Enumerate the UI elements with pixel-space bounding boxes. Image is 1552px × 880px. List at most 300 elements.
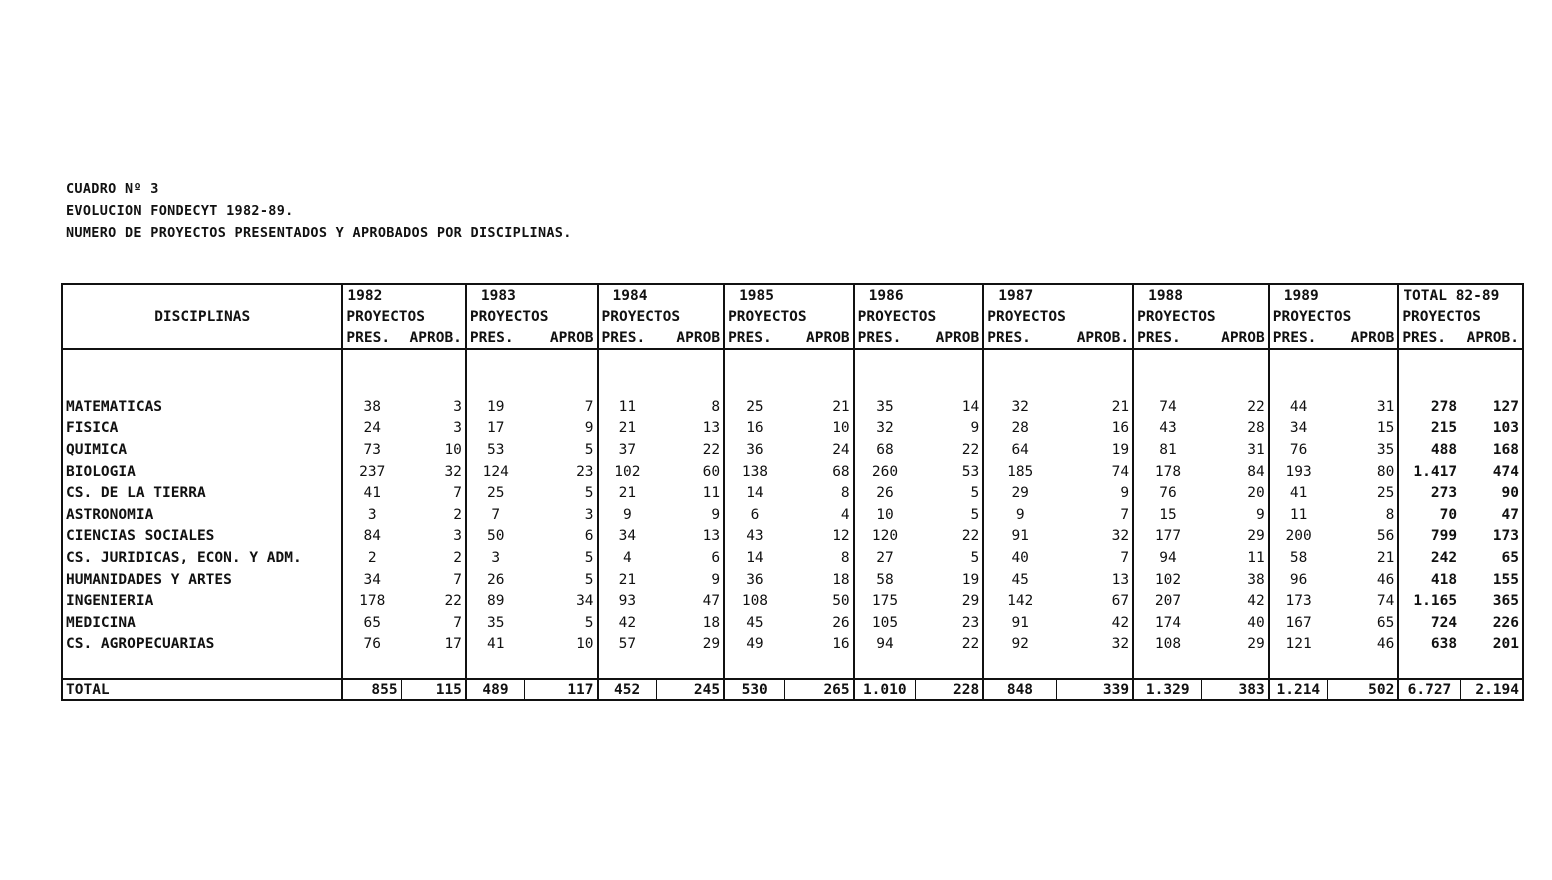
table-row xyxy=(62,396,1523,418)
presented-value: 41 xyxy=(466,634,525,656)
presented-value: 200 xyxy=(1269,526,1328,548)
presented-value: 43 xyxy=(1133,418,1202,440)
approved-value: 7 xyxy=(1056,504,1133,526)
spacer-cell xyxy=(1133,349,1202,396)
approved-value: 40 xyxy=(1202,612,1269,634)
approved-value: 6 xyxy=(525,526,598,548)
presented-value: 73 xyxy=(342,439,401,461)
pres-header: PRES. xyxy=(1133,327,1202,349)
approved-value: 90 xyxy=(1460,482,1523,504)
approved-value: 21 xyxy=(1056,396,1133,418)
total-approved: 502 xyxy=(1327,679,1398,700)
presented-value: 174 xyxy=(1133,612,1202,634)
spacer-cell xyxy=(915,655,983,679)
spacer-cell xyxy=(915,349,983,396)
approved-value: 365 xyxy=(1460,590,1523,612)
discipline-name: FISICA xyxy=(62,418,342,440)
presented-value: 1.417 xyxy=(1398,461,1460,483)
spacer-cell xyxy=(724,349,785,396)
proyectos-header: PROYECTOS xyxy=(598,306,725,327)
presented-value: 76 xyxy=(1269,439,1328,461)
year-header: 1989 xyxy=(1269,284,1399,306)
total-approved: 2.194 xyxy=(1460,679,1523,700)
spacer-cell xyxy=(1269,655,1328,679)
approved-value: 226 xyxy=(1460,612,1523,634)
approved-value: 155 xyxy=(1460,569,1523,591)
presented-value: 10 xyxy=(854,504,916,526)
presented-value: 178 xyxy=(342,590,401,612)
approved-value: 22 xyxy=(915,634,983,656)
aprob-header: APROB xyxy=(1202,327,1269,349)
aprob-header: APROB xyxy=(525,327,598,349)
approved-value: 3 xyxy=(401,418,466,440)
presented-value: 185 xyxy=(983,461,1056,483)
spacer-cell xyxy=(62,349,342,396)
discipline-name: MEDICINA xyxy=(62,612,342,634)
total-approved: 245 xyxy=(656,679,724,700)
presented-value: 488 xyxy=(1398,439,1460,461)
approved-value: 74 xyxy=(1327,590,1398,612)
spacer-cell xyxy=(854,349,916,396)
approved-value: 16 xyxy=(1056,418,1133,440)
approved-value: 60 xyxy=(656,461,724,483)
approved-value: 26 xyxy=(785,612,854,634)
table-row xyxy=(62,612,1523,634)
approved-value: 9 xyxy=(1202,504,1269,526)
spacer-cell xyxy=(598,655,657,679)
aprob-header: APROB xyxy=(785,327,854,349)
aprob-header: APROB. xyxy=(1460,327,1523,349)
spacer-cell xyxy=(785,349,854,396)
presented-value: 21 xyxy=(598,482,657,504)
presented-value: 91 xyxy=(983,612,1056,634)
presented-value: 34 xyxy=(1269,418,1328,440)
presented-value: 418 xyxy=(1398,569,1460,591)
approved-value: 53 xyxy=(915,461,983,483)
approved-value: 67 xyxy=(1056,590,1133,612)
presented-value: 57 xyxy=(598,634,657,656)
presented-value: 40 xyxy=(983,547,1056,569)
approved-value: 74 xyxy=(1056,461,1133,483)
presented-value: 4 xyxy=(598,547,657,569)
approved-value: 42 xyxy=(1202,590,1269,612)
proyectos-header: PROYECTOS xyxy=(1398,306,1523,327)
year-header: 1988 xyxy=(1133,284,1269,306)
presented-value: 35 xyxy=(466,612,525,634)
spacer-cell xyxy=(983,349,1056,396)
approved-value: 7 xyxy=(525,396,598,418)
approved-value: 17 xyxy=(401,634,466,656)
approved-value: 65 xyxy=(1460,547,1523,569)
total-label: TOTAL xyxy=(62,679,342,700)
approved-value: 168 xyxy=(1460,439,1523,461)
approved-value: 7 xyxy=(401,569,466,591)
presented-value: 105 xyxy=(854,612,916,634)
proyectos-header: PROYECTOS xyxy=(342,306,466,327)
spacer-cell xyxy=(1133,655,1202,679)
approved-value: 5 xyxy=(525,612,598,634)
discipline-name: CS. DE LA TIERRA xyxy=(62,482,342,504)
presented-value: 173 xyxy=(1269,590,1328,612)
spacer-cell xyxy=(466,655,525,679)
presented-value: 34 xyxy=(342,569,401,591)
presented-value: 84 xyxy=(342,526,401,548)
presented-value: 237 xyxy=(342,461,401,483)
table-row xyxy=(62,569,1523,591)
disciplines-header: DISCIPLINAS xyxy=(62,284,342,349)
total-approved: 265 xyxy=(785,679,854,700)
presented-value: 19 xyxy=(466,396,525,418)
approved-value: 6 xyxy=(656,547,724,569)
approved-value: 3 xyxy=(401,396,466,418)
year-header: 1986 xyxy=(854,284,984,306)
presented-value: 44 xyxy=(1269,396,1328,418)
presented-value: 76 xyxy=(342,634,401,656)
presented-value: 11 xyxy=(598,396,657,418)
table-row xyxy=(62,482,1523,504)
caption-line-2: EVOLUCION FONDECYT 1982-89. xyxy=(66,203,294,219)
spacer-cell xyxy=(525,349,598,396)
approved-value: 103 xyxy=(1460,418,1523,440)
presented-value: 9 xyxy=(598,504,657,526)
approved-value: 10 xyxy=(525,634,598,656)
presented-value: 38 xyxy=(342,396,401,418)
spacer-cell xyxy=(62,655,342,679)
approved-value: 23 xyxy=(915,612,983,634)
approved-value: 10 xyxy=(785,418,854,440)
spacer-cell xyxy=(656,655,724,679)
approved-value: 15 xyxy=(1327,418,1398,440)
presented-value: 273 xyxy=(1398,482,1460,504)
total-presented: 489 xyxy=(466,679,525,700)
discipline-name: INGENIERIA xyxy=(62,590,342,612)
presented-value: 76 xyxy=(1133,482,1202,504)
approved-value: 21 xyxy=(1327,547,1398,569)
approved-value: 127 xyxy=(1460,396,1523,418)
spacer-cell xyxy=(1460,655,1523,679)
approved-value: 5 xyxy=(915,482,983,504)
pres-header: PRES. xyxy=(1269,327,1328,349)
approved-value: 29 xyxy=(656,634,724,656)
presented-value: 81 xyxy=(1133,439,1202,461)
table-row xyxy=(62,439,1523,461)
discipline-name: QUIMICA xyxy=(62,439,342,461)
approved-value: 20 xyxy=(1202,482,1269,504)
total-presented: 848 xyxy=(983,679,1056,700)
presented-value: 3 xyxy=(342,504,401,526)
spacer-cell xyxy=(401,655,466,679)
approved-value: 7 xyxy=(401,482,466,504)
approved-value: 31 xyxy=(1327,396,1398,418)
year-header: 1982 xyxy=(342,284,466,306)
discipline-name: HUMANIDADES Y ARTES xyxy=(62,569,342,591)
pres-header: PRES. xyxy=(854,327,916,349)
approved-value: 29 xyxy=(1202,634,1269,656)
approved-value: 5 xyxy=(525,482,598,504)
approved-value: 4 xyxy=(785,504,854,526)
spacer-cell xyxy=(1269,349,1328,396)
presented-value: 26 xyxy=(466,569,525,591)
approved-value: 68 xyxy=(785,461,854,483)
presented-value: 45 xyxy=(724,612,785,634)
presented-value: 724 xyxy=(1398,612,1460,634)
approved-value: 47 xyxy=(656,590,724,612)
aprob-header: APROB xyxy=(915,327,983,349)
presented-value: 138 xyxy=(724,461,785,483)
approved-value: 474 xyxy=(1460,461,1523,483)
presented-value: 29 xyxy=(983,482,1056,504)
approved-value: 65 xyxy=(1327,612,1398,634)
presented-value: 167 xyxy=(1269,612,1328,634)
presented-value: 108 xyxy=(1133,634,1202,656)
total-presented: 6.727 xyxy=(1398,679,1460,700)
presented-value: 1.165 xyxy=(1398,590,1460,612)
approved-value: 46 xyxy=(1327,634,1398,656)
presented-value: 91 xyxy=(983,526,1056,548)
spacer-cell xyxy=(1460,349,1523,396)
discipline-name: BIOLOGIA xyxy=(62,461,342,483)
aprob-header: APROB xyxy=(656,327,724,349)
spacer-cell xyxy=(342,655,401,679)
presented-value: 94 xyxy=(854,634,916,656)
pres-header: PRES. xyxy=(983,327,1056,349)
presented-value: 242 xyxy=(1398,547,1460,569)
presented-value: 70 xyxy=(1398,504,1460,526)
discipline-name: MATEMATICAS xyxy=(62,396,342,418)
approved-value: 23 xyxy=(525,461,598,483)
approved-value: 5 xyxy=(915,504,983,526)
approved-value: 5 xyxy=(525,569,598,591)
total-approved: 115 xyxy=(401,679,466,700)
total-approved: 383 xyxy=(1202,679,1269,700)
approved-value: 29 xyxy=(1202,526,1269,548)
spacer-cell xyxy=(525,655,598,679)
approved-value: 80 xyxy=(1327,461,1398,483)
presented-value: 25 xyxy=(724,396,785,418)
presented-value: 64 xyxy=(983,439,1056,461)
approved-value: 9 xyxy=(1056,482,1133,504)
approved-value: 3 xyxy=(525,504,598,526)
presented-value: 178 xyxy=(1133,461,1202,483)
presented-value: 11 xyxy=(1269,504,1328,526)
aprob-header: APROB. xyxy=(401,327,466,349)
disciplines-table xyxy=(61,283,1524,701)
presented-value: 638 xyxy=(1398,634,1460,656)
aprob-header: APROB xyxy=(1327,327,1398,349)
presented-value: 3 xyxy=(466,547,525,569)
approved-value: 13 xyxy=(656,526,724,548)
spacer-cell xyxy=(656,349,724,396)
presented-value: 215 xyxy=(1398,418,1460,440)
presented-value: 175 xyxy=(854,590,916,612)
total-approved: 117 xyxy=(525,679,598,700)
approved-value: 9 xyxy=(656,504,724,526)
approved-value: 12 xyxy=(785,526,854,548)
approved-value: 32 xyxy=(1056,526,1133,548)
approved-value: 56 xyxy=(1327,526,1398,548)
spacer-cell xyxy=(1056,655,1133,679)
presented-value: 53 xyxy=(466,439,525,461)
presented-value: 89 xyxy=(466,590,525,612)
presented-value: 15 xyxy=(1133,504,1202,526)
approved-value: 42 xyxy=(1056,612,1133,634)
approved-value: 13 xyxy=(1056,569,1133,591)
approved-value: 11 xyxy=(1202,547,1269,569)
proyectos-header: PROYECTOS xyxy=(1269,306,1399,327)
presented-value: 207 xyxy=(1133,590,1202,612)
discipline-name: ASTRONOMIA xyxy=(62,504,342,526)
spacer-cell xyxy=(724,655,785,679)
pres-header: PRES. xyxy=(466,327,525,349)
presented-value: 120 xyxy=(854,526,916,548)
table-row xyxy=(62,461,1523,483)
presented-value: 35 xyxy=(854,396,916,418)
proyectos-header: PROYECTOS xyxy=(983,306,1133,327)
presented-value: 68 xyxy=(854,439,916,461)
proyectos-header: PROYECTOS xyxy=(466,306,598,327)
approved-value: 32 xyxy=(1056,634,1133,656)
presented-value: 16 xyxy=(724,418,785,440)
proyectos-header: PROYECTOS xyxy=(724,306,854,327)
spacer-cell xyxy=(983,655,1056,679)
presented-value: 24 xyxy=(342,418,401,440)
presented-value: 58 xyxy=(854,569,916,591)
presented-value: 42 xyxy=(598,612,657,634)
discipline-name: CS. JURIDICAS, ECON. Y ADM. xyxy=(62,547,342,569)
approved-value: 8 xyxy=(785,547,854,569)
presented-value: 7 xyxy=(466,504,525,526)
approved-value: 31 xyxy=(1202,439,1269,461)
presented-value: 41 xyxy=(342,482,401,504)
year-header: 1984 xyxy=(598,284,725,306)
approved-value: 9 xyxy=(915,418,983,440)
presented-value: 2 xyxy=(342,547,401,569)
presented-value: 102 xyxy=(1133,569,1202,591)
approved-value: 2 xyxy=(401,547,466,569)
year-header: TOTAL 82-89 xyxy=(1398,284,1523,306)
presented-value: 177 xyxy=(1133,526,1202,548)
presented-value: 32 xyxy=(854,418,916,440)
table-row xyxy=(62,504,1523,526)
approved-value: 18 xyxy=(785,569,854,591)
spacer-cell xyxy=(1202,655,1269,679)
presented-value: 45 xyxy=(983,569,1056,591)
approved-value: 7 xyxy=(1056,547,1133,569)
total-presented: 1.329 xyxy=(1133,679,1202,700)
approved-value: 11 xyxy=(656,482,724,504)
presented-value: 278 xyxy=(1398,396,1460,418)
approved-value: 9 xyxy=(656,569,724,591)
approved-value: 21 xyxy=(785,396,854,418)
total-presented: 452 xyxy=(598,679,657,700)
approved-value: 16 xyxy=(785,634,854,656)
approved-value: 7 xyxy=(401,612,466,634)
presented-value: 93 xyxy=(598,590,657,612)
presented-value: 96 xyxy=(1269,569,1328,591)
approved-value: 3 xyxy=(401,526,466,548)
presented-value: 94 xyxy=(1133,547,1202,569)
approved-value: 29 xyxy=(915,590,983,612)
approved-value: 35 xyxy=(1327,439,1398,461)
caption-line-3: NUMERO DE PROYECTOS PRESENTADOS Y APROBADOS POR DISCIPLINAS. xyxy=(66,225,572,241)
spacer-cell xyxy=(1056,349,1133,396)
approved-value: 8 xyxy=(656,396,724,418)
presented-value: 58 xyxy=(1269,547,1328,569)
approved-value: 13 xyxy=(656,418,724,440)
spacer-cell xyxy=(854,655,916,679)
year-header: 1985 xyxy=(724,284,854,306)
presented-value: 124 xyxy=(466,461,525,483)
presented-value: 34 xyxy=(598,526,657,548)
presented-value: 21 xyxy=(598,569,657,591)
table-row xyxy=(62,634,1523,656)
approved-value: 9 xyxy=(525,418,598,440)
presented-value: 260 xyxy=(854,461,916,483)
presented-value: 17 xyxy=(466,418,525,440)
year-header: 1983 xyxy=(466,284,598,306)
presented-value: 25 xyxy=(466,482,525,504)
approved-value: 10 xyxy=(401,439,466,461)
proyectos-header: PROYECTOS xyxy=(854,306,984,327)
presented-value: 799 xyxy=(1398,526,1460,548)
approved-value: 14 xyxy=(915,396,983,418)
approved-value: 22 xyxy=(401,590,466,612)
approved-value: 25 xyxy=(1327,482,1398,504)
total-presented: 1.010 xyxy=(854,679,916,700)
pres-header: PRES. xyxy=(1398,327,1460,349)
presented-value: 142 xyxy=(983,590,1056,612)
approved-value: 22 xyxy=(915,526,983,548)
approved-value: 5 xyxy=(915,547,983,569)
approved-value: 50 xyxy=(785,590,854,612)
approved-value: 34 xyxy=(525,590,598,612)
approved-value: 19 xyxy=(1056,439,1133,461)
presented-value: 41 xyxy=(1269,482,1328,504)
presented-value: 28 xyxy=(983,418,1056,440)
spacer-cell xyxy=(1327,655,1398,679)
spacer-cell xyxy=(466,349,525,396)
pres-header: PRES. xyxy=(724,327,785,349)
presented-value: 9 xyxy=(983,504,1056,526)
spacer-cell xyxy=(598,349,657,396)
aprob-header: APROB. xyxy=(1056,327,1133,349)
total-presented: 530 xyxy=(724,679,785,700)
spacer-cell xyxy=(342,349,401,396)
approved-value: 84 xyxy=(1202,461,1269,483)
presented-value: 121 xyxy=(1269,634,1328,656)
total-approved: 339 xyxy=(1056,679,1133,700)
spacer-cell xyxy=(401,349,466,396)
caption-line-1: CUADRO Nº 3 xyxy=(66,181,159,197)
presented-value: 92 xyxy=(983,634,1056,656)
approved-value: 19 xyxy=(915,569,983,591)
pres-header: PRES. xyxy=(342,327,401,349)
spacer-cell xyxy=(1202,349,1269,396)
year-header: 1987 xyxy=(983,284,1133,306)
approved-value: 18 xyxy=(656,612,724,634)
spacer-cell xyxy=(1327,349,1398,396)
presented-value: 27 xyxy=(854,547,916,569)
table-row xyxy=(62,547,1523,569)
table-row xyxy=(62,526,1523,548)
spacer-cell xyxy=(785,655,854,679)
approved-value: 47 xyxy=(1460,504,1523,526)
proyectos-header: PROYECTOS xyxy=(1133,306,1269,327)
approved-value: 5 xyxy=(525,547,598,569)
approved-value: 32 xyxy=(401,461,466,483)
presented-value: 36 xyxy=(724,569,785,591)
presented-value: 102 xyxy=(598,461,657,483)
